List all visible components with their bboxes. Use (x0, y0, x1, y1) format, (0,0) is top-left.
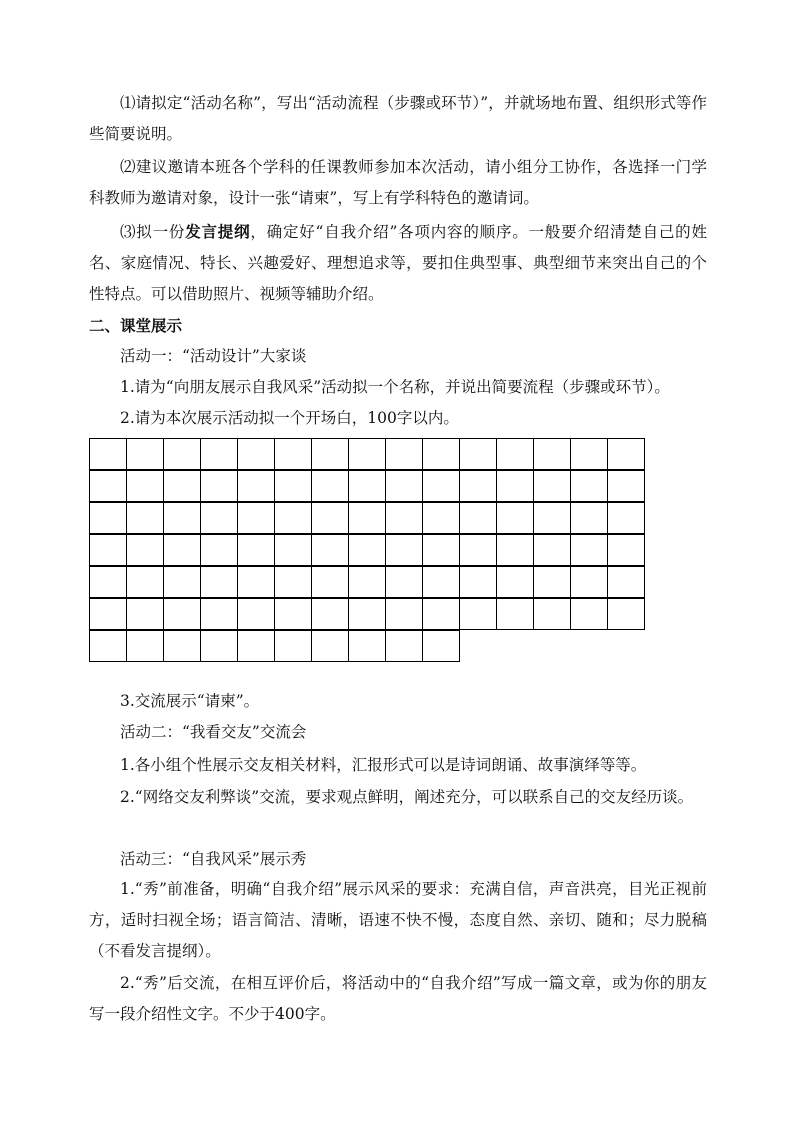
grid-cell[interactable] (386, 470, 423, 502)
grid-cell[interactable] (423, 470, 460, 502)
grid-cell[interactable] (349, 598, 386, 630)
grid-cell[interactable] (89, 598, 127, 630)
grid-cell[interactable] (349, 566, 386, 598)
grid-cell[interactable] (460, 534, 497, 566)
grid-cell[interactable] (423, 438, 460, 470)
grid-row (89, 438, 659, 470)
activity-3-item-2: 2.“秀”后交流，在相互评价后，将活动中的“自我介绍”写成一篇文章，或为你的朋友写一段介绍性文字。不少于400字。 (89, 974, 707, 1023)
grid-cell[interactable] (89, 502, 127, 534)
activity-1-title: 活动一：“活动设计”大家谈 (120, 347, 307, 365)
activity-3-item-1: 1.“秀”前准备，明确“自我介绍”展示风采的要求：充满自信，声音洪亮，目光正视前方，适时扫视全场；语言简洁、清晰，语速不快不慢，态度自然、亲切、随和；尽力脱稿（不看发言提纲）。 (89, 880, 707, 960)
paragraph-step-3 (89, 216, 707, 310)
grid-cell[interactable] (534, 598, 571, 630)
grid-cell[interactable] (201, 502, 238, 534)
grid-cell[interactable] (127, 438, 164, 470)
grid-cell[interactable] (164, 470, 201, 502)
grid-cell[interactable] (497, 534, 534, 566)
activity-1-item-2: 2.请为本次展示活动拟一个开场白，100字以内。 (120, 409, 459, 427)
grid-cell[interactable] (275, 438, 312, 470)
grid-cell[interactable] (571, 470, 608, 502)
grid-cell[interactable] (423, 630, 460, 662)
grid-cell[interactable] (460, 438, 497, 470)
grid-cell[interactable] (89, 630, 127, 662)
grid-cell[interactable] (534, 566, 571, 598)
grid-cell[interactable] (238, 630, 275, 662)
grid-cell[interactable] (608, 566, 645, 598)
grid-cell[interactable] (386, 566, 423, 598)
grid-cell[interactable] (275, 598, 312, 630)
grid-row (89, 470, 659, 502)
grid-cell[interactable] (460, 598, 497, 630)
grid-cell[interactable] (608, 502, 645, 534)
grid-cell[interactable] (497, 470, 534, 502)
grid-cell[interactable] (312, 502, 349, 534)
grid-cell[interactable] (534, 534, 571, 566)
activity-1-item-1: 1.请为“向朋友展示自我风采”活动拟一个名称，并说出简要流程（步骤或环节）。 (120, 378, 670, 396)
grid-cell[interactable] (608, 598, 645, 630)
grid-cell[interactable] (312, 598, 349, 630)
grid-cell[interactable] (127, 470, 164, 502)
grid-cell[interactable] (534, 438, 571, 470)
grid-row (89, 502, 659, 534)
grid-cell[interactable] (312, 534, 349, 566)
grid-cell[interactable] (164, 438, 201, 470)
grid-cell[interactable] (238, 470, 275, 502)
grid-cell[interactable] (423, 598, 460, 630)
grid-cell[interactable] (386, 534, 423, 566)
paragraph-step-2: ⑵建议邀请本班各个学科的任课教师参加本次活动，请小组分工协作，各选择一门学科教师为邀请对象，设计一张“请柬”，写上有学科特色的邀请词。 (89, 158, 707, 207)
grid-cell[interactable] (127, 566, 164, 598)
grid-cell[interactable] (275, 566, 312, 598)
grid-cell[interactable] (386, 630, 423, 662)
grid-cell[interactable] (497, 598, 534, 630)
grid-cell[interactable] (312, 566, 349, 598)
grid-cell[interactable] (571, 438, 608, 470)
grid-cell[interactable] (127, 534, 164, 566)
grid-cell[interactable] (89, 566, 127, 598)
grid-cell[interactable] (238, 598, 275, 630)
activity-2-item-1: 1.各小组个性展示交友相关材料，汇报形式可以是诗词朗诵、故事演绎等等。 (120, 756, 647, 774)
section-heading: 二、课堂展示 (89, 316, 183, 335)
grid-cell[interactable] (238, 438, 275, 470)
grid-cell[interactable] (571, 598, 608, 630)
grid-cell[interactable] (312, 630, 349, 662)
grid-cell[interactable] (127, 630, 164, 662)
grid-cell[interactable] (423, 534, 460, 566)
grid-cell[interactable] (386, 438, 423, 470)
grid-cell[interactable] (127, 598, 164, 630)
grid-cell[interactable] (201, 566, 238, 598)
grid-cell[interactable] (571, 502, 608, 534)
grid-row (89, 566, 659, 598)
grid-cell[interactable] (386, 598, 423, 630)
grid-cell[interactable] (423, 502, 460, 534)
grid-cell[interactable] (238, 502, 275, 534)
grid-cell[interactable] (534, 470, 571, 502)
grid-cell[interactable] (238, 566, 275, 598)
grid-cell[interactable] (497, 438, 534, 470)
grid-cell[interactable] (164, 502, 201, 534)
grid-cell[interactable] (497, 566, 534, 598)
activity-3-title: 活动三：“自我风采”展示秀 (120, 850, 307, 868)
grid-cell[interactable] (312, 470, 349, 502)
grid-cell[interactable] (201, 598, 238, 630)
grid-cell[interactable] (349, 502, 386, 534)
grid-cell[interactable] (164, 566, 201, 598)
grid-cell[interactable] (460, 502, 497, 534)
grid-cell[interactable] (89, 534, 127, 566)
grid-cell[interactable] (349, 438, 386, 470)
grid-cell[interactable] (423, 566, 460, 598)
grid-cell[interactable] (201, 438, 238, 470)
grid-cell[interactable] (571, 534, 608, 566)
grid-cell[interactable] (127, 502, 164, 534)
activity-2-item-2: 2.“网络交友利弊谈”交流，要求观点鲜明，阐述充分，可以联系自己的交友经历谈。 (120, 788, 694, 806)
paragraph-step-1: ⑴请拟定“活动名称”，写出“活动流程（步骤或环节）”，并就场地布置、组织形式等作些简要说明。 (89, 94, 707, 143)
grid-cell[interactable] (275, 534, 312, 566)
grid-cell[interactable] (275, 502, 312, 534)
grid-cell[interactable] (164, 598, 201, 630)
grid-cell[interactable] (460, 566, 497, 598)
grid-cell[interactable] (164, 630, 201, 662)
grid-row (89, 598, 659, 630)
grid-cell[interactable] (201, 534, 238, 566)
grid-cell[interactable] (275, 470, 312, 502)
grid-cell[interactable] (386, 502, 423, 534)
activity-2-title: 活动二：“我看交友”交流会 (120, 723, 307, 741)
grid-cell[interactable] (89, 470, 127, 502)
grid-cell[interactable] (164, 534, 201, 566)
grid-cell[interactable] (349, 470, 386, 502)
grid-row (89, 534, 659, 566)
grid-cell[interactable] (571, 566, 608, 598)
grid-cell[interactable] (608, 534, 645, 566)
activity-1-item-3: 3.交流展示“请柬”。 (120, 692, 260, 710)
grid-cell[interactable] (201, 630, 238, 662)
grid-cell[interactable] (349, 630, 386, 662)
grid-cell[interactable] (534, 502, 571, 534)
grid-cell[interactable] (275, 630, 312, 662)
grid-cell[interactable] (201, 470, 238, 502)
grid-cell[interactable] (89, 438, 127, 470)
grid-cell[interactable] (312, 438, 349, 470)
grid-cell[interactable] (497, 502, 534, 534)
step-3-rest: ，确定好“自我介绍”各项内容的顺序。一般要介绍清楚自己的姓名、家庭情况、特长、兴趣爱好、理想追求等，要扣住典型事、典型细节来突出自己的个性特点。可以借助照片、视频等辅助介绍。 (89, 223, 707, 303)
grid-row (89, 630, 659, 662)
grid-cell[interactable] (349, 534, 386, 566)
grid-cell[interactable] (460, 470, 497, 502)
grid-cell[interactable] (608, 438, 645, 470)
writing-grid (89, 438, 659, 662)
grid-cell[interactable] (608, 470, 645, 502)
step-3-bold-term: 发言提纲 (185, 222, 251, 241)
step-3-prefix: ⑶拟一份 (120, 223, 186, 241)
grid-cell[interactable] (238, 534, 275, 566)
